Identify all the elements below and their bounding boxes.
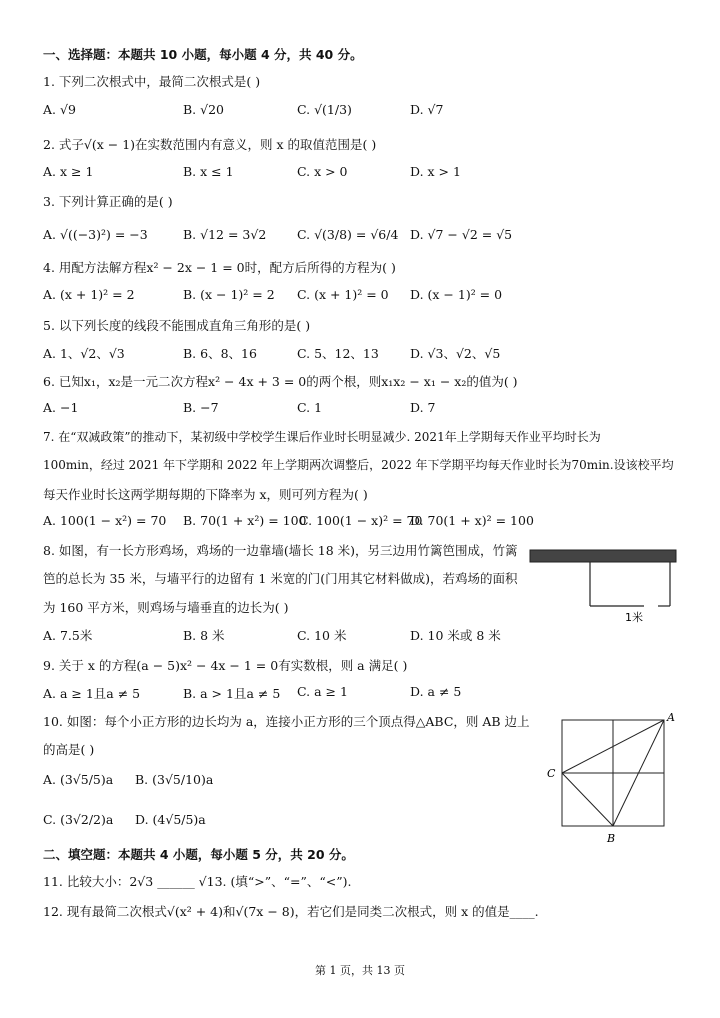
- question-4-stem: 4. 用配方法解方程x² − 2x − 1 = 0时，配方后所得的方程为( ): [43, 260, 396, 275]
- question-11: 11. 比较大小：2√3 ______ √13. (填“>”、“=”、“<”).: [43, 874, 352, 889]
- option-d: D. (x − 1)² = 0: [410, 287, 503, 302]
- question-5-options: [43, 344, 543, 362]
- option-b: B. 70(1 + x²) = 100: [183, 513, 307, 528]
- option-d: D. √7: [410, 102, 444, 117]
- question-9-stem: 9. 关于 x 的方程(a − 5)x² − 4x − 1 = 0有实数根，则 a 满足( ): [43, 658, 408, 673]
- option-b: B. x ≤ 1: [183, 164, 234, 179]
- option-d: D. a ≠ 5: [410, 684, 462, 699]
- option-c: C. 5、12、13: [297, 346, 379, 361]
- question-8-options: [43, 626, 543, 644]
- option-d: D. 7: [410, 400, 436, 415]
- section-2-heading: 二、填空题：本题共 4 小题，每小题 5 分，共 20 分。: [43, 847, 354, 862]
- vertex-a-label: A: [667, 711, 675, 724]
- page-footer: 第 1 页，共 13 页: [315, 964, 405, 977]
- question-1-stem: 1. 下列二次根式中，最简二次根式是( ): [43, 74, 261, 89]
- option-b: B. √12 = 3√2: [183, 227, 267, 242]
- option-c: C. (3√2/2)a: [43, 812, 114, 827]
- question-7-options: [43, 513, 543, 531]
- option-b: B. 6、8、16: [183, 346, 257, 361]
- question-12: 12. 现有最简二次根式√(x² + 4)和√(7x − 8)，若它们是同类二次根式，则 x 的值是____.: [43, 904, 539, 919]
- question-9-options: [43, 684, 543, 702]
- question-2-stem: 2. 式子√(x − 1)在实数范围内有意义，则 x 的取值范围是( ): [43, 137, 377, 152]
- option-b: B. (x − 1)² = 2: [183, 287, 275, 302]
- question-4-options: [43, 287, 543, 305]
- option-b: B. −7: [183, 400, 219, 415]
- option-d: D. 70(1 + x)² = 100: [410, 513, 534, 528]
- triangle-grid-figure: [540, 708, 690, 846]
- door-label: 1米: [625, 611, 643, 624]
- question-3-options: [43, 227, 543, 245]
- option-a: A. 7.5米: [43, 628, 93, 643]
- option-a: A. (x + 1)² = 2: [43, 287, 135, 302]
- option-c: C. 100(1 − x)² = 70: [299, 513, 423, 528]
- option-c: C. x > 0: [297, 164, 348, 179]
- option-a: A. √((−3)²) = −3: [43, 227, 148, 242]
- option-d: D. (4√5/5)a: [135, 812, 206, 827]
- question-7-line-2: 100min，经过 2021 年下学期和 2022 年上学期两次调整后，2022 年下学期平均每天作业时长为70min.设该校平均: [43, 458, 674, 472]
- option-b: B. √20: [183, 102, 225, 117]
- option-a: A. √9: [43, 102, 76, 117]
- question-7-line-3: 每天作业时长这两学期每期的下降率为 x，则可列方程为( ): [43, 487, 368, 502]
- question-6-stem: 6. 已知x₁，x₂是一元二次方程x² − 4x + 3 = 0的两个根，则x₁x₂ − x₁ − x₂的值为( ): [43, 374, 518, 389]
- segment-cb: [562, 773, 613, 826]
- option-c: C. 10 米: [297, 628, 347, 643]
- question-6-options: [43, 400, 543, 418]
- question-1-options: [43, 102, 543, 120]
- option-b: B. (3√5/10)a: [135, 772, 214, 787]
- option-a: A. 1、√2、√3: [43, 346, 125, 361]
- option-d: D. √7 − √2 = √5: [410, 227, 513, 242]
- option-c: C. √(3/8) = √6/4: [297, 227, 399, 242]
- option-c: C. 1: [297, 400, 323, 415]
- option-a: A. (3√5/5)a: [43, 772, 114, 787]
- question-8-line-2: 笆的总长为 35 米，与墙平行的边留有 1 米宽的门(门用其它材料做成)，若鸡场的面积: [43, 571, 518, 586]
- option-c: C. a ≥ 1: [297, 684, 348, 699]
- option-a: A. a ≥ 1且a ≠ 5: [43, 686, 141, 701]
- vertex-b-label: B: [607, 832, 616, 845]
- option-b: B. a > 1且a ≠ 5: [183, 686, 281, 701]
- option-d: D. x > 1: [410, 164, 461, 179]
- option-a: A. 100(1 − x²) = 70: [43, 513, 167, 528]
- vertex-c-label: C: [547, 767, 556, 780]
- question-7-line-1: 7. 在“双减政策”的推动下，某初级中学校学生课后作业时长明显减少. 2021年上学期每天作业平均时长为: [43, 430, 601, 444]
- option-d: D. 10 米或 8 米: [410, 628, 501, 643]
- question-10-options-row-1: [43, 772, 343, 790]
- option-a: A. −1: [43, 400, 79, 415]
- question-5-stem: 5. 以下列长度的线段不能围成直角三角形的是( ): [43, 318, 311, 333]
- question-8-line-1: 8. 如图，有一长方形鸡场，鸡场的一边靠墙(墙长 18 米)，另三边用竹篱笆围成，竹篱: [43, 543, 518, 558]
- question-10-line-2: 的高是( ): [43, 742, 95, 757]
- section-1-heading: 一、选择题：本题共 10 小题，每小题 4 分，共 40 分。: [43, 47, 363, 62]
- wall: [530, 550, 676, 562]
- option-b: B. 8 米: [183, 628, 225, 643]
- option-c: C. (x + 1)² = 0: [297, 287, 389, 302]
- question-10-options-row-2: [43, 812, 343, 830]
- option-a: A. x ≥ 1: [43, 164, 94, 179]
- question-2-options: [43, 164, 543, 182]
- chicken-coop-figure: [528, 545, 680, 625]
- option-c: C. √(1/3): [297, 102, 352, 117]
- option-d: D. √3、√2、√5: [410, 346, 501, 361]
- question-10-line-1: 10. 如图：每个小正方形的边长均为 a，连接小正方形的三个顶点得△ABC，则 AB 边上: [43, 714, 530, 729]
- question-3-stem: 3. 下列计算正确的是( ): [43, 194, 173, 209]
- question-8-line-3: 为 160 平方米，则鸡场与墙垂直的边长为( ): [43, 600, 289, 615]
